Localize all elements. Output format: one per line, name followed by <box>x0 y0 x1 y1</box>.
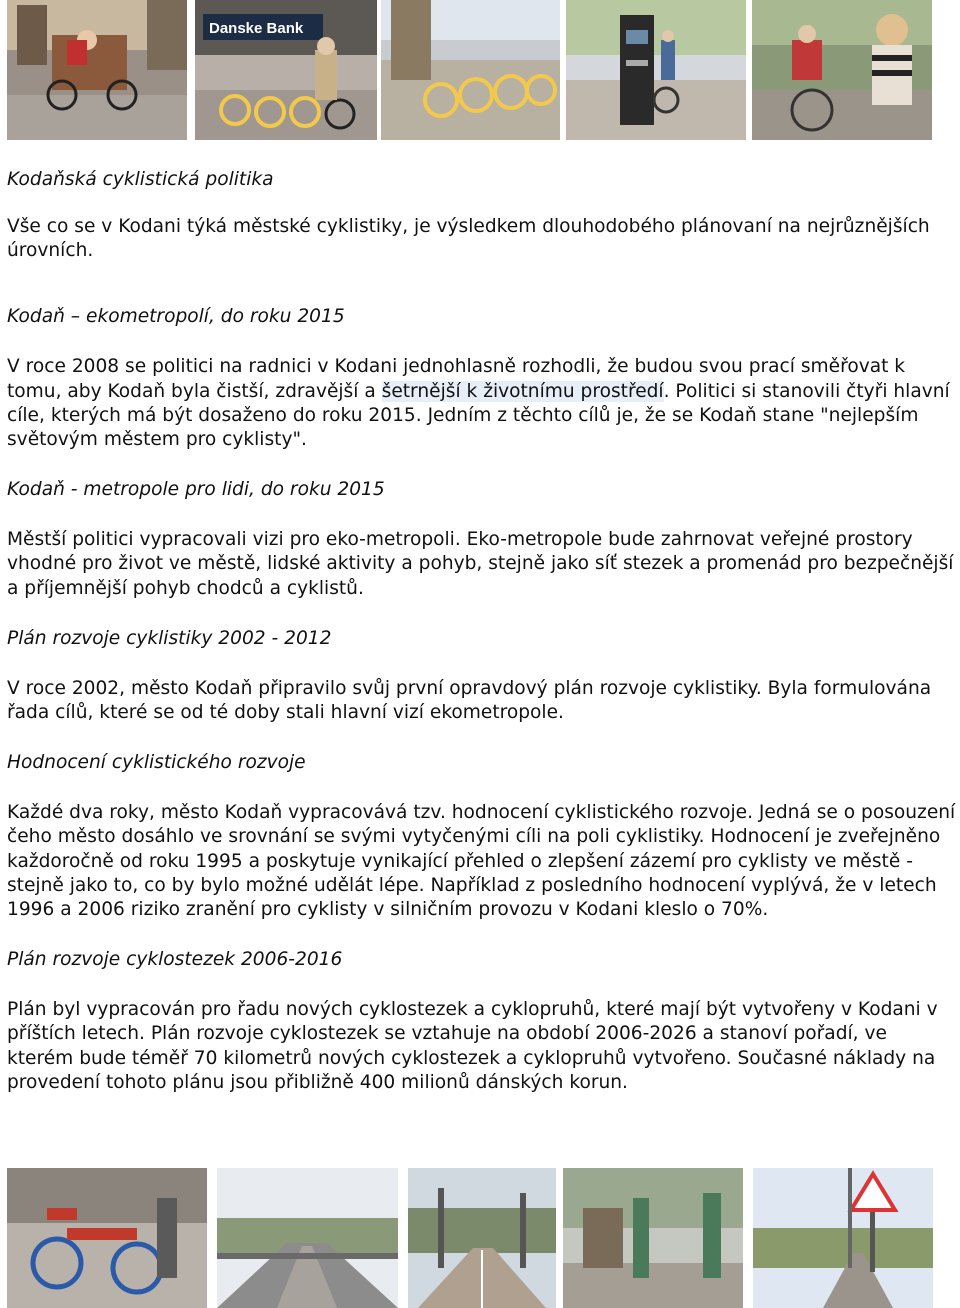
paragraph-text: V roce 2008 se politici na radnici v Kodani jednohlasně rozhodli, že budou svou prací směřovat k tomu, aby Kodaň byla čistší, zdravější a <box>7 356 906 402</box>
section-heading: Kodaňská cyklistická politika <box>7 169 274 190</box>
section-heading: Kodaň – ekometropolí, do roku 2015 <box>7 306 345 328</box>
cargo-bike-photo <box>7 0 187 140</box>
bike-ticket-machine-photo <box>566 0 746 140</box>
section-heading: Hodnocení cyklistického rozvoje <box>7 752 306 774</box>
article-content <box>7 168 957 1095</box>
section-paragraph: Městší politici vypracovali vizi pro eko-metropoli. Eko-metropole bude zahrnovat veřejné prostory vhodné pro život ve městě, lidské aktivity a pohyb, stejně jako síť stezek a promenád pro bezpečnější a příjemnější pohyb chodců a cyklistů. <box>7 529 954 599</box>
section-paragraph <box>7 355 957 452</box>
danske-bank-city-bikes-photo <box>195 0 377 140</box>
section-paragraph: Plán byl vypracován pro řadu nových cyklostezek a cyklopruhů, které mají být vytvořeny v Kodani v příštích letech. Plán rozvoje cyklostezek se vztahuje na období 2006-2026 a stanoví pořadí, ve kterém bude téměř 70 kilometrů nových cyklostezek a cyklopruhů vytvořeno. Současné náklady na provedení tohoto plánu jsou přibližně 400 milionů dánských korun. <box>7 999 938 1093</box>
cyclist-woman-photo <box>752 0 932 140</box>
highlighted-text: šetrnější k životnímu prostředí <box>381 380 664 402</box>
top-photo-row <box>0 0 960 140</box>
section-paragraph: Každé dva roky, město Kodaň vypracovává tzv. hodnocení cyklistického rozvoje. Jedná se o posouzení čeho město dosáhlo ve srovnání se svými vytyčenými cíli na poli cyklistiky. Hodnocení je zveřejněno každoročně od roku 1995 a poskytuje vynikající přehled o zlepšení zázemí pro cyklisty ve městě - stejně jako to, co by bylo možné udělát lépe. Například z posledního hodnocení vyplývá, že v letech 1996 a 2006 riziko zranění pro cyklisty v silničním provozu v Kodani kleslo o 70%. <box>7 802 956 921</box>
warning-sign-bike-path-photo <box>753 1168 933 1308</box>
section-heading: Plán rozvoje cyklistiky 2002 - 2012 <box>7 627 332 649</box>
danske-bank-sign: Danske Bank <box>209 20 304 37</box>
paragraph-text: . Politici si stanovili čtyři hlavní cíle, kterých má být dosaženo do roku 2015. Jedním z těchto cílů je, že se Kodaň stane "nejlepším světovým městem pro cyklisty". <box>7 380 950 451</box>
red-city-bike-photo <box>7 1168 207 1308</box>
section-paragraph: Vše co se v Kodani týká městské cyklistiky, je výsledkem dlouhodobého plánovaní na nejrůznějších úrovních. <box>7 216 930 262</box>
section-heading: Plán rozvoje cyklostezek 2006-2016 <box>7 949 343 971</box>
bike-station-street-photo <box>563 1168 743 1308</box>
bike-rental-station-photo <box>381 0 560 140</box>
section-heading: Kodaň - metropole pro lidi, do roku 2015 <box>7 479 385 501</box>
bike-lane-road-photo <box>408 1168 556 1308</box>
bottom-photo-row <box>0 1168 960 1308</box>
bike-path-street-photo <box>217 1168 398 1308</box>
section-paragraph: V roce 2002, město Kodaň připravilo svůj první opravdový plán rozvoje cyklistiky. Byla formulována řada cílů, které se od té doby stali hlavní vizí ekometropole. <box>7 677 932 724</box>
